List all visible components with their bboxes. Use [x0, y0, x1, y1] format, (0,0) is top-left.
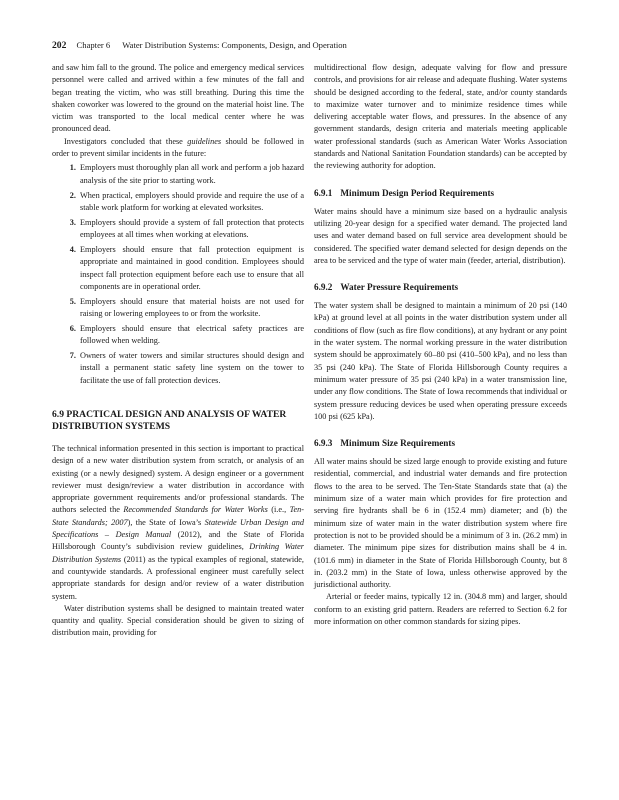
- paragraph-design-period: Water mains should have a minimum size based on a hydraulic analysis utilizing 20-year design for a specified water demand. The projected land uses and water demand based on full service area development should be considered. The specified water demand selected for design depends on the area to be serviced and the type of water main (feeder, arterial, distribution).: [314, 206, 567, 265]
- paragraph-design-intro: Water distribution systems shall be designed to maintain treated water quantity and quality. Special consideration should be given to sizing of distribution main, providing for: [52, 603, 304, 638]
- page-number: 202: [52, 40, 67, 51]
- chapter-title: Water Distribution Systems: Components, Design, and Operation: [122, 40, 347, 50]
- paragraph-continued: multidirectional flow design, adequate valving for flow and pressure controls, and provisions for air release and adequate flushing. Water systems should be designed according to the federal, state, and/or county standards to maximize water turnover and to minimize residence times while delivering acceptable water flows, and pressures. In the absence of any government standards, design criteria and materials meeting applicable water professional standards (such as American Water Works Association standards and National Sanitation Foundation standards) can be accepted by the reviewing authority for adoption.: [314, 63, 567, 171]
- list-item: 3. Employers should provide a system of fall protection that protects employees at all times when working at elevations.: [78, 217, 304, 242]
- right-column: [314, 62, 567, 628]
- subsection-heading-6-9-2: 6.9.2 Water Pressure Requirements: [314, 282, 459, 293]
- list-item: 1. Employers must thoroughly plan all work and perform a job hazard analysis of the site prior to starting work.: [78, 162, 304, 187]
- paragraph-pressure: The water system shall be designed to maintain a minimum of 20 psi (140 kPa) at ground level at all points in the water distribution system under all conditions of flow (such as fire flow conditions), at any hydrant or any point in the water system. The normal working pressure in the water distribution system should be approximately 60–80 psi (410–500 kPa), and no less than 35 psi (240 kPa). The State of Florida Hillsborough County requires a minimum water pressure of 35 psi (240 kPa) in a water transmission line, under any flow conditions. The State of Iowa recommends that individual or system pressure reducing devices be used when operating pressure exceeds 100 psi (625 kPa).: [314, 301, 567, 421]
- subsection-heading-6-9-1: 6.9.1 Minimum Design Period Requirements: [314, 187, 495, 198]
- list-item: 7. Owners of water towers and similar structures should design and install a permanent static safety line system on the tower to facilitate the use of fall protection devices.: [78, 350, 304, 387]
- list-item: 6. Employers should ensure that electrical safety practices are followed when welding.: [78, 323, 304, 348]
- list-item: 4. Employers should ensure that fall protection equipment is appropriate and maintained in good condition. Employees should inspect fall protection equipment before each use to ensure that all components are in operational order.: [78, 244, 304, 293]
- left-column: [52, 62, 304, 640]
- running-header: [52, 38, 572, 52]
- paragraph-standards: The technical information presented in this section is important to practical design of a new water distribution system from scratch, or analysis of an existing (or a newly designed) system. A design engineer or a government reviewer must design/review a water distribution in accordance with appropriate government requirements and/or professional standards. The authors selected the Recommended Standards for Water Works (i.e., Ten-State Standards; 2007), the State of Iowa’s Statewide Urban Design and Specifications – Design Manual (2012), and the State of Florida Hillsborough County’s subdivision review guidelines, Drinking Water Distribution Systems (2011) as the typical examples of regional, statewide, and countywide standards. A professional engineer must carefully select appropriate standards for design and/or review of a water distribution system.: [52, 443, 304, 601]
- guidelines-list: [52, 162, 304, 387]
- paragraph-size: All water mains should be sized large enough to provide existing and future residential, commercial, and industrial water demands and fire protection flows to the area to be served. The Ten-State Standards state that (a) the minimum size of a water main which provides for fire protection and serving fire hydrants shall be 6 in (152.4 mm) diameter; and (b) the minimum size of water main in the water distribution system where fire protection is not to be provided should be a minimum of 3 in. (26.2 mm) in diameter. The minimum pipe sizes for distribution mains shall be 4 in. (101.6 mm) in diameter in the State of Florida Hillsborough County, but 8 in. (203.2 mm) in the State of Iowa, unless otherwise approved by the jurisdictional authority.: [314, 457, 567, 590]
- list-item: 2. When practical, employers should provide and require the use of a stable work platform for working at elevated worksites.: [78, 190, 304, 215]
- chapter-label: Chapter 6: [76, 40, 111, 50]
- paragraph-guidelines-intro: Investigators concluded that these guidelines should be followed in order to prevent similar incidents in the future:: [52, 136, 304, 159]
- subsection-heading-6-9-3: 6.9.3 Minimum Size Requirements: [314, 438, 456, 449]
- paragraph-incident-end: and saw him fall to the ground. The police and emergency medical services personnel were called and arrived within a few minutes of the fall and began treating the victim, who was still breathing. During this time the shaken coworker was lowered to the ground on the material hoist line. The victim was transported to the local medical center where he was pronounced dead.: [52, 63, 304, 134]
- paragraph-arterial: Arterial or feeder mains, typically 12 in. (304.8 mm) and larger, should conform to an existing grid pattern. Readers are referred to Section 6.2 for more information on other common standards for sizing pipes.: [314, 592, 567, 626]
- section-heading: 6.9 PRACTICAL DESIGN AND ANALYSIS OF WATER DISTRIBUTION SYSTEMS: [52, 408, 287, 433]
- list-item: 5. Employers should ensure that material hoists are not used for raising or lowering employees to or from the worksite.: [78, 296, 304, 321]
